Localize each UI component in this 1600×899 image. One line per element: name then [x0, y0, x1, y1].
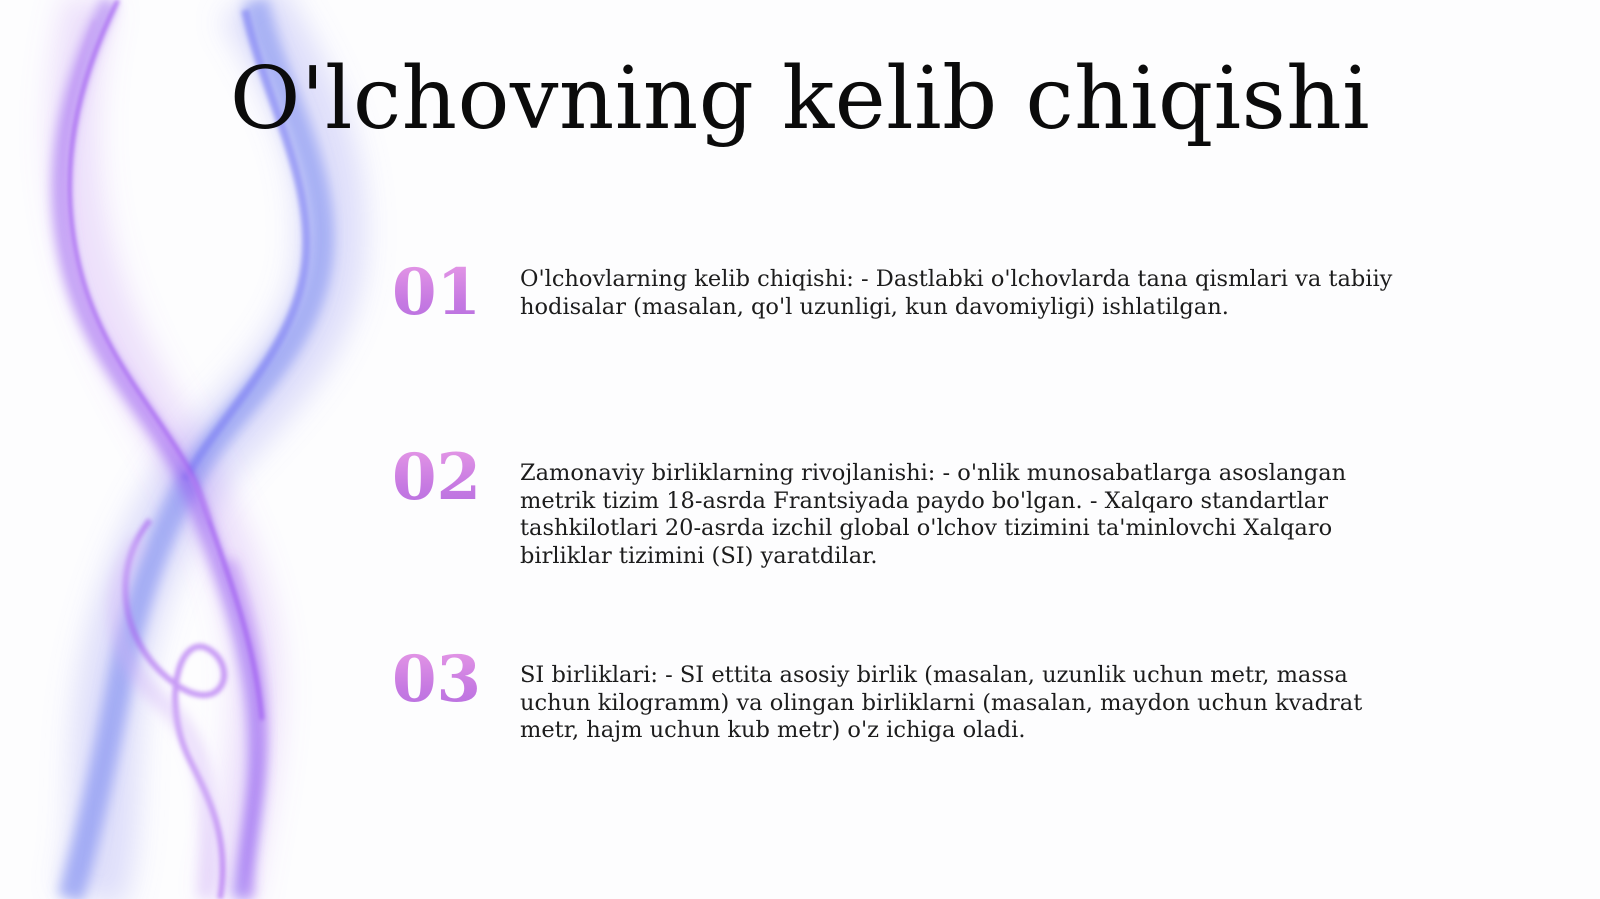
item-text: Zamonaviy birliklarning rivojlanishi: - o'nlik munosabatlarga asoslangan metrik tizim 18-asrda Frantsiyada paydo bo'lgan. - Xalqaro standartlar tashkilotlari 20-asrda izchil global o'lchov tizimini ta'minlovchi Xalqaro birliklar tizimini (SI) yaratdilar.	[520, 460, 1347, 569]
item-number: 02	[392, 443, 502, 513]
slide-title: O'lchovning kelib chiqishi	[229, 49, 1371, 149]
item-number: 01	[392, 258, 502, 328]
item-text: O'lchovlarning kelib chiqishi: - Dastlabki o'lchovlarda tana qismlari va tabiiy hodisalar (masalan, qo'l uzunligi, kun davomiyligi) ishlatilgan.	[520, 266, 1393, 320]
item-text: SI birliklari: - SI ettita asosiy birlik (masalan, uzunlik uchun metr, massa uchun kilogramm) va olingan birliklarni (masalan, maydon uchun kvadrat metr, hajm uchun kub metr) o'z ichiga oladi.	[520, 662, 1363, 743]
item-number: 03	[392, 645, 502, 715]
